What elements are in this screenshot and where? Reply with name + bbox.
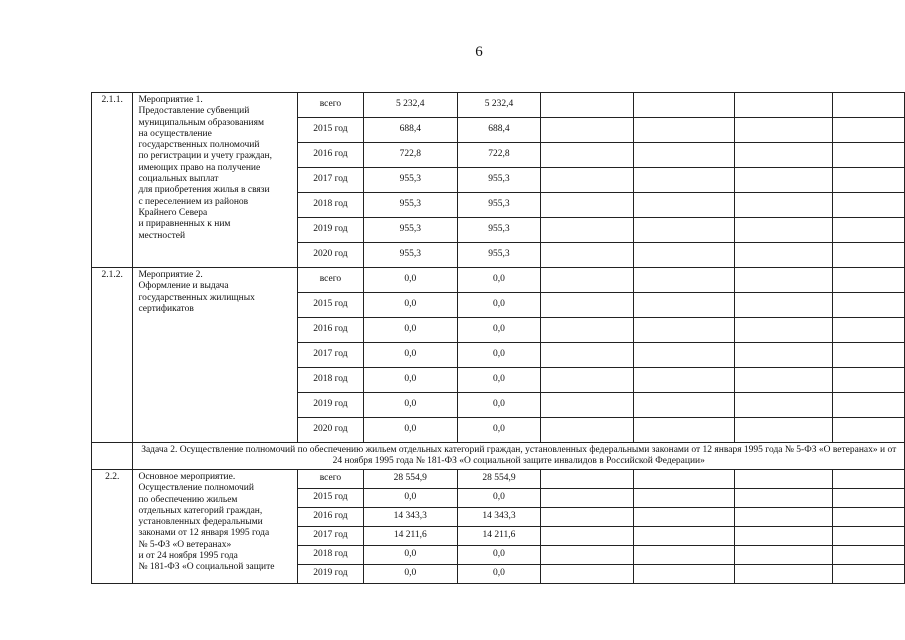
total-amount-cell: 955,3 — [363, 243, 457, 268]
period-cell: 2017 год — [298, 343, 364, 368]
empty-cell — [734, 118, 832, 143]
total-amount-cell: 0,0 — [363, 293, 457, 318]
empty-cell — [832, 368, 904, 393]
empty-cell — [634, 393, 734, 418]
period-cell: 2017 год — [298, 168, 364, 193]
total-amount-cell: 0,0 — [363, 393, 457, 418]
empty-cell — [832, 293, 904, 318]
empty-cell — [541, 118, 634, 143]
empty-cell — [832, 193, 904, 218]
period-cell: всего — [298, 470, 364, 489]
empty-cell — [832, 565, 904, 584]
empty-cell — [832, 143, 904, 168]
item-number: 2.2. — [92, 470, 133, 584]
empty-cell — [734, 93, 832, 118]
empty-cell — [734, 489, 832, 508]
budget-amount-cell: 14 211,6 — [457, 527, 540, 546]
budget-amount-cell: 0,0 — [457, 268, 540, 293]
empty-cell — [541, 218, 634, 243]
item-number: 2.1.2. — [92, 268, 133, 443]
total-amount-cell: 14 343,3 — [363, 508, 457, 527]
period-cell: 2019 год — [298, 393, 364, 418]
total-amount-cell: 0,0 — [363, 368, 457, 393]
empty-cell — [832, 393, 904, 418]
budget-amount-cell: 0,0 — [457, 393, 540, 418]
period-cell: 2019 год — [298, 218, 364, 243]
program-table — [91, 92, 905, 584]
budget-amount-cell: 0,0 — [457, 418, 540, 443]
total-amount-cell: 14 211,6 — [363, 527, 457, 546]
empty-cell — [634, 318, 734, 343]
empty-cell — [541, 418, 634, 443]
empty-cell — [634, 489, 734, 508]
empty-cell — [634, 343, 734, 368]
empty-cell — [832, 318, 904, 343]
budget-amount-cell: 28 554,9 — [457, 470, 540, 489]
empty-cell — [541, 393, 634, 418]
period-cell: всего — [298, 268, 364, 293]
empty-cell — [541, 343, 634, 368]
empty-cell — [541, 470, 634, 489]
empty-cell — [541, 243, 634, 268]
total-amount-cell: 5 232,4 — [363, 93, 457, 118]
table-row — [92, 93, 905, 118]
empty-cell — [734, 218, 832, 243]
period-cell: 2015 год — [298, 293, 364, 318]
period-cell: 2018 год — [298, 368, 364, 393]
empty-cell — [541, 143, 634, 168]
total-amount-cell: 0,0 — [363, 268, 457, 293]
empty-cell — [734, 193, 832, 218]
empty-cell — [832, 243, 904, 268]
period-cell: 2020 год — [298, 418, 364, 443]
empty-cell — [832, 546, 904, 565]
empty-cell — [634, 368, 734, 393]
empty-cell — [541, 93, 634, 118]
empty-cell — [634, 565, 734, 584]
empty-cell — [541, 268, 634, 293]
period-cell: 2018 год — [298, 193, 364, 218]
empty-cell — [734, 508, 832, 527]
total-amount-cell: 0,0 — [363, 489, 457, 508]
budget-amount-cell: 0,0 — [457, 546, 540, 565]
empty-cell — [734, 268, 832, 293]
budget-amount-cell: 955,3 — [457, 243, 540, 268]
period-cell: 2019 год — [298, 565, 364, 584]
empty-cell — [634, 527, 734, 546]
budget-amount-cell: 0,0 — [457, 565, 540, 584]
empty-cell — [541, 193, 634, 218]
period-cell: 2016 год — [298, 143, 364, 168]
period-cell: 2015 год — [298, 118, 364, 143]
total-amount-cell: 955,3 — [363, 218, 457, 243]
empty-cell — [634, 118, 734, 143]
empty-cell — [734, 343, 832, 368]
period-cell: всего — [298, 93, 364, 118]
budget-amount-cell: 955,3 — [457, 218, 540, 243]
empty-cell — [832, 93, 904, 118]
empty-cell — [832, 343, 904, 368]
empty-cell — [541, 318, 634, 343]
empty-cell — [832, 218, 904, 243]
period-cell: 2017 год — [298, 527, 364, 546]
budget-amount-cell: 0,0 — [457, 489, 540, 508]
total-amount-cell: 0,0 — [363, 546, 457, 565]
task-heading: Задача 2. Осуществление полномочий по обеспечению жильем отдельных категорий граждан, установленных федеральными законами от 12 января 1995 года № 5-ФЗ «О ветеранах» и от 24 ноября 1995 года № 181-ФЗ «О социальной защите инвалидов в Российской Федерации» — [133, 443, 905, 470]
empty-cell — [832, 418, 904, 443]
budget-amount-cell: 5 232,4 — [457, 93, 540, 118]
empty-cell — [832, 489, 904, 508]
empty-cell — [734, 393, 832, 418]
empty-cell — [832, 118, 904, 143]
period-cell: 2020 год — [298, 243, 364, 268]
empty-cell — [541, 368, 634, 393]
empty-cell — [634, 193, 734, 218]
empty-cell — [832, 470, 904, 489]
total-amount-cell: 0,0 — [363, 418, 457, 443]
period-cell: 2016 год — [298, 508, 364, 527]
empty-cell — [541, 489, 634, 508]
total-amount-cell: 0,0 — [363, 565, 457, 584]
total-amount-cell: 955,3 — [363, 193, 457, 218]
empty-cell — [541, 508, 634, 527]
empty-cell — [634, 418, 734, 443]
item-name: Основное мероприятие. Осуществление полномочий по обеспечению жильем отдельных категорий граждан, установленных федеральными законами от 12 января 1995 года № 5-ФЗ «О ветеранах» и от 24 ноября 1995 года № 181-ФЗ «О социальной защите — [133, 470, 298, 584]
total-amount-cell: 0,0 — [363, 343, 457, 368]
page-number: 6 — [475, 44, 483, 60]
item-name: Мероприятие 2. Оформление и выдача государственных жилищных сертификатов — [133, 268, 298, 443]
task-number-cell — [92, 443, 133, 470]
total-amount-cell: 28 554,9 — [363, 470, 457, 489]
empty-cell — [634, 268, 734, 293]
empty-cell — [734, 546, 832, 565]
period-cell: 2015 год — [298, 489, 364, 508]
item-number: 2.1.1. — [92, 93, 133, 268]
empty-cell — [832, 168, 904, 193]
empty-cell — [734, 143, 832, 168]
empty-cell — [734, 418, 832, 443]
empty-cell — [634, 508, 734, 527]
empty-cell — [634, 546, 734, 565]
empty-cell — [634, 293, 734, 318]
empty-cell — [634, 93, 734, 118]
empty-cell — [734, 293, 832, 318]
total-amount-cell: 0,0 — [363, 318, 457, 343]
empty-cell — [634, 243, 734, 268]
table-row — [92, 268, 905, 293]
empty-cell — [634, 470, 734, 489]
empty-cell — [541, 546, 634, 565]
empty-cell — [734, 470, 832, 489]
empty-cell — [634, 218, 734, 243]
budget-amount-cell: 955,3 — [457, 168, 540, 193]
period-cell: 2018 год — [298, 546, 364, 565]
empty-cell — [634, 168, 734, 193]
empty-cell — [734, 168, 832, 193]
table-row — [92, 470, 905, 489]
total-amount-cell: 955,3 — [363, 168, 457, 193]
budget-amount-cell: 722,8 — [457, 143, 540, 168]
empty-cell — [541, 168, 634, 193]
empty-cell — [541, 293, 634, 318]
budget-amount-cell: 14 343,3 — [457, 508, 540, 527]
empty-cell — [541, 527, 634, 546]
empty-cell — [734, 565, 832, 584]
item-name: Мероприятие 1. Предоставление субвенций муниципальным образованиям на осуществление государственных полномочий по регистрации и учету граждан, имеющих право на получение социальных выплат для приобретения жилья в связи с переселением из районов Крайнего Севера и приравненных к ним местностей — [133, 93, 298, 268]
empty-cell — [832, 527, 904, 546]
empty-cell — [832, 508, 904, 527]
empty-cell — [734, 243, 832, 268]
period-cell: 2016 год — [298, 318, 364, 343]
budget-amount-cell: 0,0 — [457, 293, 540, 318]
empty-cell — [541, 565, 634, 584]
budget-amount-cell: 0,0 — [457, 368, 540, 393]
empty-cell — [734, 318, 832, 343]
budget-amount-cell: 0,0 — [457, 343, 540, 368]
budget-amount-cell: 688,4 — [457, 118, 540, 143]
empty-cell — [734, 368, 832, 393]
empty-cell — [634, 143, 734, 168]
budget-amount-cell: 955,3 — [457, 193, 540, 218]
empty-cell — [734, 527, 832, 546]
budget-amount-cell: 0,0 — [457, 318, 540, 343]
total-amount-cell: 722,8 — [363, 143, 457, 168]
empty-cell — [832, 268, 904, 293]
total-amount-cell: 688,4 — [363, 118, 457, 143]
task-row — [92, 443, 905, 470]
